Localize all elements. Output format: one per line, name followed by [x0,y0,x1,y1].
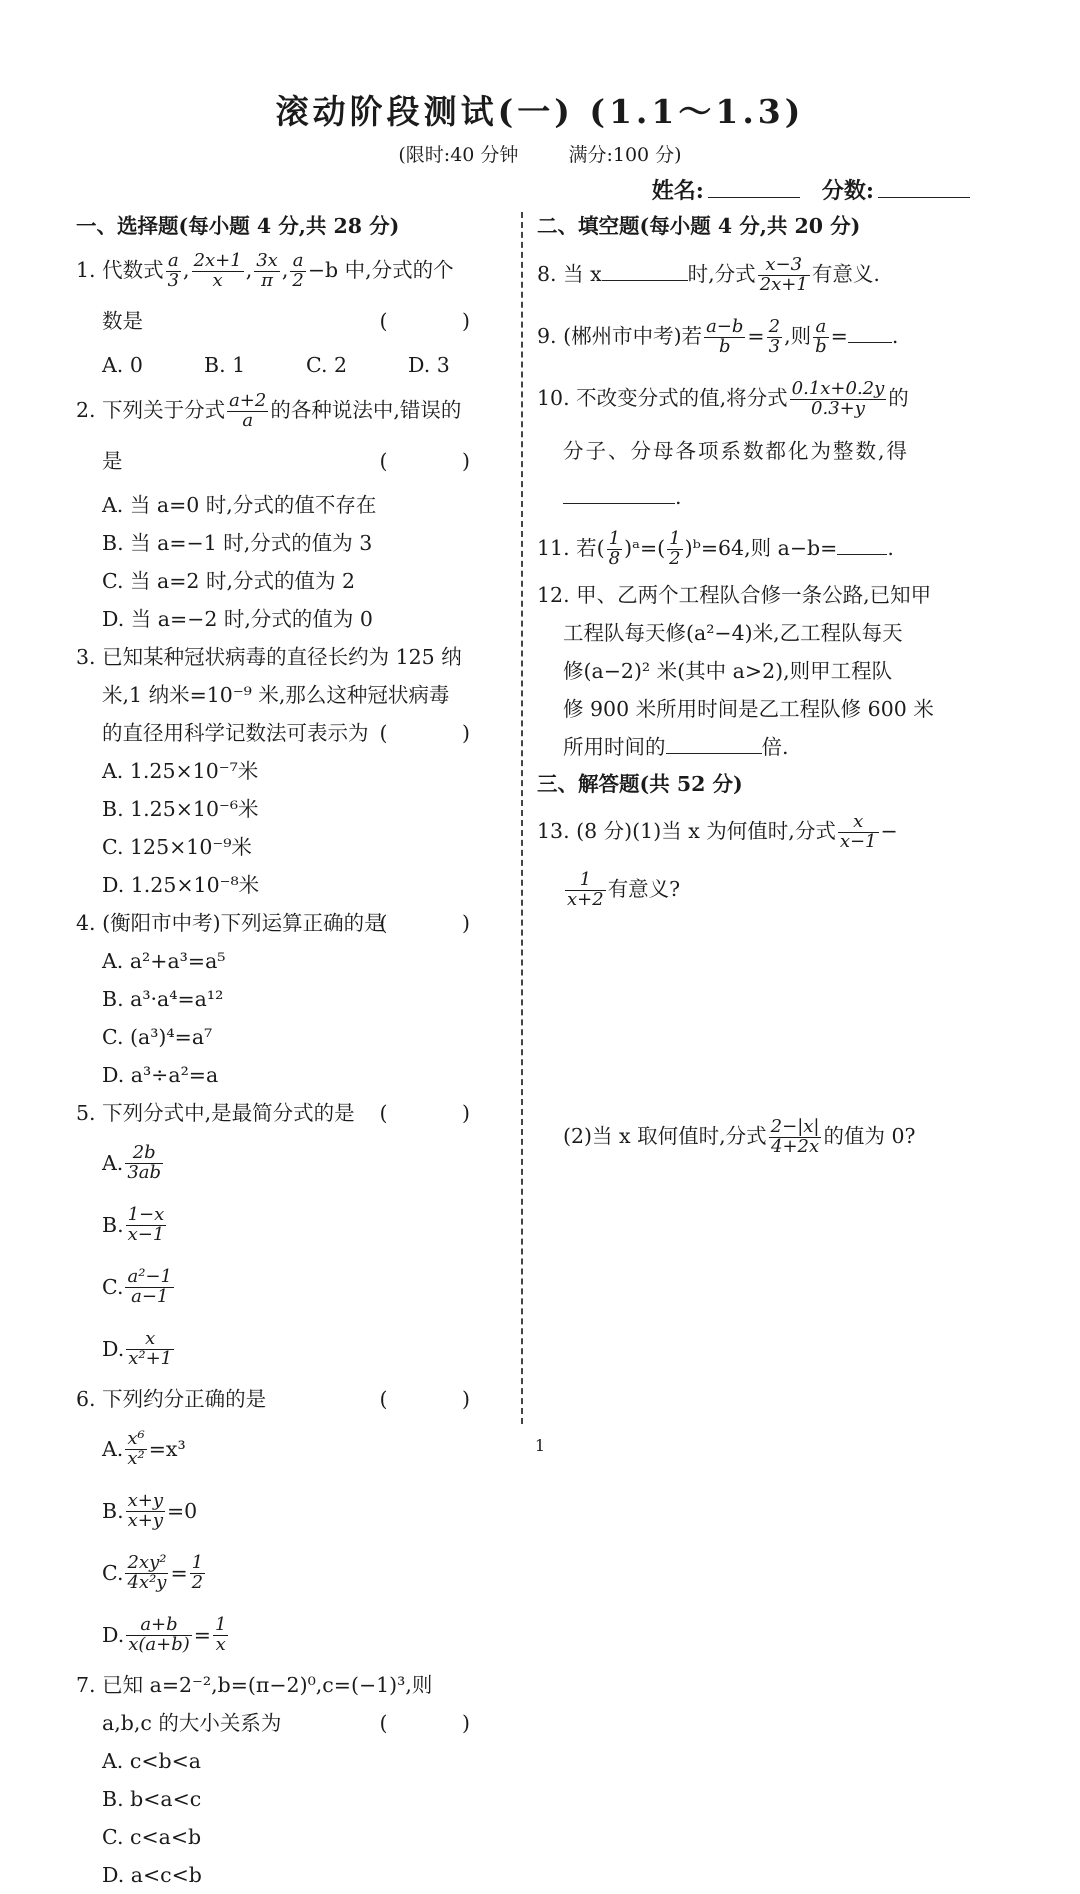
answer-paren[interactable]: ( ) [379,1101,504,1125]
option-b[interactable]: B. a³·a⁴=a¹² [102,987,224,1011]
page-title: 滚动阶段测试(一) (1.1～1.3) [275,92,805,131]
option-b[interactable]: B. b<a<c [102,1787,202,1811]
q7-options [76,1742,510,1894]
q5-options [76,1132,510,1380]
section-answer-heading: 三、解答题(共 52 分) [537,772,743,796]
answer-paren[interactable]: ( ) [379,449,504,473]
answer-space[interactable] [537,918,969,1106]
question-10-cont: . [537,474,969,520]
right-column [537,208,969,1166]
question-11: 11. 若( $\frac{1}{8}$ )ᵃ=( $\frac{1}{2}$ )ᵇ=64,则 a−b= . [537,528,894,569]
option-a[interactable]: A. 1.25×10⁻⁷米 [102,759,259,783]
option-b[interactable]: B. $\frac{1-x}{x-1}$ [102,1203,165,1245]
score-label: 分数: [821,178,874,204]
option-a[interactable]: A. $\frac{2b}{3ab}$ [102,1141,162,1183]
option-d[interactable]: D. a<c<b [102,1863,202,1887]
question-13-part2: (2)当 x 取何值时,分式 $\frac{2-|x|}{4+2x}$ 的值为 0? [563,1116,916,1157]
answer-blank[interactable] [666,731,762,754]
question-9: 9. (郴州市中考)若 $\frac{a-b}{b}$ = $\frac{2}{3}$ ,则 $\frac{a}{b}$ = . [537,316,899,357]
question-10-cont: 分子、分母各项系数都化为整数,得 [563,439,910,463]
answer-paren[interactable]: ( ) [379,1711,504,1735]
name-label: 姓名: [651,178,704,204]
fraction: $\frac{a}{2}$ [292,250,304,291]
exam-info [0,140,1080,167]
answer-paren[interactable]: ( ) [379,309,504,333]
question-3-cont: 米,1 纳米=10⁻⁹ 米,那么这种冠状病毒 [102,683,450,707]
option-a[interactable]: A. c<b<a [102,1749,202,1773]
question-10: 10. 不改变分式的值,将分式 $\frac{0.1x+0.2y}{0.3+y}$ 的 [537,378,909,419]
option-c[interactable]: C. $\frac{\text{2xy²}}{\text{4x²y}}$ = $\frac{1}{2}$ [102,1551,204,1593]
question-2-cont: 是 ( ) [76,436,510,486]
option-b[interactable]: B. $\frac{x+y}{x+y}$ =0 [102,1489,198,1531]
q6-options [76,1418,510,1666]
question-8: 8. 当 x 时,分式 $\frac{x-3}{2x+1}$ 有意义. [537,254,880,295]
time-limit: (限时:40 分钟 [398,144,519,166]
fraction: $\frac{a+2}{a}$ [229,390,267,431]
option-d[interactable]: D. 当 a=−2 时,分式的值为 0 [102,607,373,631]
option-c[interactable]: C. 125×10⁻⁹米 [102,835,252,859]
option-d[interactable]: D. $\frac{a+b}{x(a+b)}$ = $\frac{1}{x}$ [102,1613,227,1655]
q1-options [76,346,510,384]
fraction: $\frac{a}{3}$ [167,250,180,291]
name-blank[interactable] [708,177,800,198]
question-1: 1. 代数式 $\frac{a}{3}$ , $\frac{2x+1}{x}$ , $\frac{3x}{\pi}$ , $\frac{a}{2}$ −b 中,分式的个 [76,250,454,291]
option-a[interactable]: A. $\frac{\text{x⁶}}{\text{x²}}$ =x³ [102,1427,186,1469]
column-divider [521,212,523,1424]
option-c[interactable]: C. 2 [306,353,348,377]
answer-blank[interactable] [848,320,892,343]
option-b[interactable]: B. 1 [204,353,246,377]
option-a[interactable]: A. 当 a=0 时,分式的值不存在 [102,493,377,517]
option-d[interactable]: D. $\frac{x}{\text{x²+1}}$ [102,1327,173,1369]
question-12-cont: 修 900 米所用时间是乙工程队修 600 米 [563,697,934,721]
question-6: 6. 下列约分正确的是 ( ) [76,1380,510,1418]
fraction: $\frac{2x+1}{x}$ [193,250,242,291]
question-4: 4. (衡阳市中考)下列运算正确的是 ( ) [76,904,510,942]
question-12: 12. 甲、乙两个工程队合修一条公路,已知甲 [537,583,932,607]
question-13-part1: 13. (8 分)(1)当 x 为何值时,分式 $\frac{x}{x-1}$ − [537,811,898,852]
option-c[interactable]: C. c<a<b [102,1825,202,1849]
question-7-cont: a,b,c 的大小关系为 ( ) [76,1704,510,1742]
question-12-cont: 工程队每天修(a²−4)米,乙工程队每天 [563,621,903,645]
page-number: 1 [534,1436,546,1455]
full-score: 满分:100 分) [568,144,682,166]
question-3-cont: 的直径用科学记数法可表示为 ( ) [76,714,510,752]
question-12-cont: 所用时间的 倍. [537,728,969,766]
section-choice-heading: 一、选择题(每小题 4 分,共 28 分) [76,214,400,238]
q3-options [76,752,510,904]
name-score-bar [652,174,970,205]
option-b[interactable]: B. 当 a=−1 时,分式的值为 3 [102,531,373,555]
answer-paren[interactable]: ( ) [379,911,504,935]
option-a[interactable]: A. 0 [102,353,143,377]
question-2: 2. 下列关于分式 $\frac{a+2}{a}$ 的各种说法中,错误的 [76,390,462,431]
section-fill-heading: 二、填空题(每小题 4 分,共 20 分) [537,214,861,238]
q4-options [76,942,510,1094]
left-column [76,208,510,1894]
question-7: 7. 已知 a=2⁻²,b=(π−2)⁰,c=(−1)³,则 [76,1673,433,1697]
option-c[interactable]: C. (a³)⁴=a⁷ [102,1025,213,1049]
fraction: $\frac{3x}{\pi}$ [256,250,278,291]
score-blank[interactable] [878,177,970,198]
question-12-cont: 修(a−2)² 米(其中 a>2),则甲工程队 [563,659,893,683]
option-a[interactable]: A. a²+a³=a⁵ [102,949,226,973]
answer-blank[interactable] [837,532,887,555]
answer-blank[interactable] [563,481,675,504]
question-5: 5. 下列分式中,是最简分式的是 ( ) [76,1094,510,1132]
question-3: 3. 已知某种冠状病毒的直径长约为 125 纳 [76,645,462,669]
option-b[interactable]: B. 1.25×10⁻⁶米 [102,797,259,821]
answer-paren[interactable]: ( ) [379,1387,504,1411]
question-1-cont: 数是 ( ) [76,296,510,346]
answer-blank[interactable] [602,258,688,281]
option-c[interactable]: C. 当 a=2 时,分式的值为 2 [102,569,356,593]
option-c[interactable]: C. $\frac{\text{a²−1}}{a-1}$ [102,1265,172,1307]
option-d[interactable]: D. 1.25×10⁻⁸米 [102,873,260,897]
option-d[interactable]: D. a³÷a²=a [102,1063,219,1087]
question-13-part1-cont: $\frac{1}{x+2}$ 有意义? [567,869,681,910]
answer-paren[interactable]: ( ) [379,721,504,745]
option-d[interactable]: D. 3 [408,353,450,377]
